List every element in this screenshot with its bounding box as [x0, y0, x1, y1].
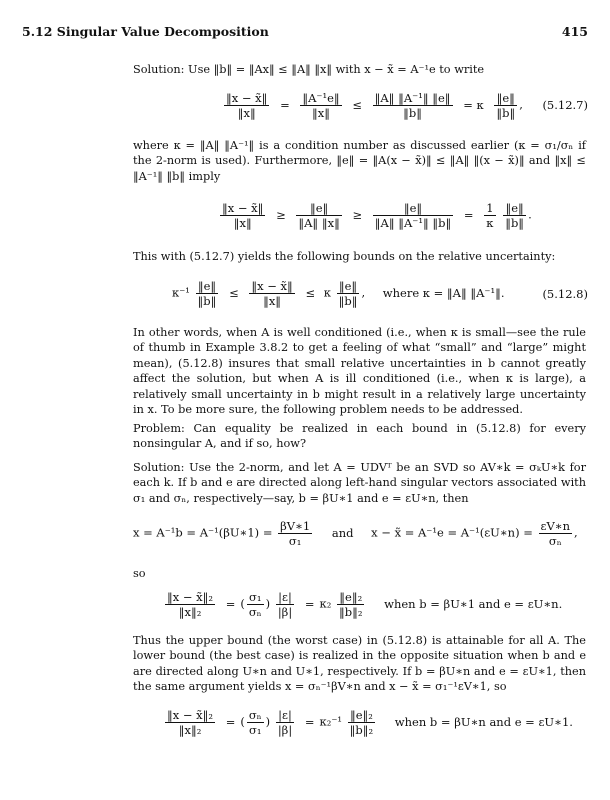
eq-denominator: |β|: [277, 723, 293, 737]
paragraph-interpretation: [133, 325, 586, 417]
eq-numerator: |ε|: [276, 708, 294, 723]
eq-numerator: ‖e‖: [296, 201, 341, 216]
eq-denominator: ‖b‖: [338, 294, 358, 308]
eq-denominator: ‖x‖: [312, 106, 331, 120]
paragraph-solution-1: [133, 62, 586, 77]
eq-denominator: ‖x‖: [263, 294, 282, 308]
equation-label: (5.12.7): [542, 98, 588, 112]
eq-numerator: ‖x − x̃‖: [222, 201, 264, 215]
eq-numerator: ‖e‖: [196, 279, 219, 294]
equation-label: (5.12.8): [542, 287, 588, 301]
equation-lower-bound-chain: $\frac{‖x - x̃‖}{‖x‖}$ ≥ $\frac{‖e‖}{‖A‖ ‖x‖}$ ≥ $\frac{‖e‖}{\text{‖A‖ ‖A⁻¹‖ ‖b‖}}$ = $\frac{1}{\kappa}$ $\frac{‖e‖}{‖b‖}$ .: [222, 201, 532, 230]
eq-denominator: ‖b‖₂: [338, 605, 363, 619]
paragraph-text: Problem: Can equality be realized in each bound in (5.12.8) for every nonsingular A, and if so, how?: [133, 422, 586, 451]
eq-condition: when b = βU∗1 and e = εU∗n.: [384, 596, 563, 611]
paragraph-text: where κ = ‖A‖ ‖A⁻¹‖ is a condition number as discussed earlier (κ = σ₁/σₙ if the 2-norm is used). Furthermore, ‖e‖ = ‖A(x − x̃)‖ ≤ ‖A‖ ‖(x − x̃)‖ and ‖x‖ ≤ ‖A⁻¹‖ ‖b‖ imply: [133, 139, 586, 183]
eq-denominator: ‖A‖ ‖A⁻¹‖ ‖b‖: [374, 216, 452, 230]
eq-term: and: [331, 525, 354, 540]
paragraph-text: Thus the upper bound (the worst case) in (5.12.8) is attainable for all A. The lower bound (the best case) is realized in the opposite situation when b and e are directed along U∗n and U∗1, respectively. If b = βU∗n and e = εU∗1, then the same argument yields x = σₙ⁻¹βV∗n and x − x̃ = σ₁⁻¹εV∗1, so: [133, 634, 586, 694]
paragraph-problem: [133, 421, 586, 452]
eq-denominator: ‖b‖: [197, 294, 217, 308]
equation-x-solution: x = A⁻¹b = A⁻¹(βU∗1) = $\frac{\beta V∗1}{\text{σ₁}}$ and x − x̃ = A⁻¹e = A⁻¹(εU∗n) = $\frac{\varepsilon V∗n}{\text{σₙ}}$ ,: [133, 519, 578, 548]
eq-numerator: εV∗n: [540, 519, 571, 533]
eq-term: κ: [323, 285, 331, 300]
paragraph-bounds-intro: [133, 249, 586, 264]
eq-term: κ₂⁻¹: [319, 714, 342, 729]
eq-numerator: ‖x − x̃‖₂: [167, 590, 214, 604]
eq-denominator: ‖b‖₂: [349, 723, 374, 737]
eq-numerator: 1: [486, 201, 494, 215]
paragraph-best-case: [133, 633, 586, 695]
eq-denominator: ‖x‖₂: [178, 723, 202, 737]
eq-numerator: ‖e‖: [373, 201, 453, 216]
paragraph-text: This with (5.12.7) yields the following bounds on the relative uncertainty:: [133, 250, 556, 263]
eq-numerator: ‖e‖₂: [348, 708, 375, 723]
eq-denominator: ‖x‖: [237, 106, 256, 120]
paragraph-text: Solution: Use ‖b‖ = ‖Ax‖ ≤ ‖A‖ ‖x‖ with x − x̃ = A⁻¹e to write: [133, 63, 485, 76]
eq-denominator: ‖A‖ ‖x‖: [298, 216, 340, 230]
paragraph-text: In other words, when A is well conditioned (i.e., when κ is small—see the rule of thumb in Example 3.8.2 to get a feeling of what “small” and “large” might mean), (5.12.8) insures that small relative uncertainties in b cannot greatly affect the solution, but when A is ill conditioned (i.e., when κ is large), a relatively small uncertainty in b might result in a relatively large uncertainty in x. To be more sure, the following problem needs to be addressed.: [133, 326, 586, 417]
eq-term: κ⁻¹: [172, 285, 190, 300]
eq-denominator: σₙ: [248, 605, 262, 619]
eq-condition: when b = βU∗n and e = εU∗1.: [394, 714, 573, 729]
eq-term: κ₂: [319, 596, 332, 611]
eq-numerator: ‖e‖: [337, 279, 360, 294]
eq-numerator: ‖e‖: [494, 91, 517, 106]
eq-denominator: ‖x‖₂: [178, 605, 202, 619]
eq-numerator: ‖x − x̃‖: [226, 91, 268, 105]
paragraph-so: [133, 566, 586, 581]
eq-numerator: |ε|: [276, 590, 294, 605]
eq-term: x − x̃ = A⁻¹e = A⁻¹(εU∗n) =: [371, 525, 533, 540]
page-number: 415: [561, 24, 588, 39]
eq-denominator: σ₁: [288, 534, 302, 548]
eq-where-clause: where κ = ‖A‖ ‖A⁻¹‖.: [382, 285, 505, 300]
eq-numerator: ‖e‖: [503, 201, 526, 216]
eq-denominator: σ₁: [249, 723, 262, 737]
paragraph-solution-2: [133, 460, 586, 506]
eq-denominator: |β|: [277, 605, 293, 619]
eq-numerator: ‖x − x̃‖: [251, 279, 293, 293]
eq-numerator: ‖e‖₂: [337, 590, 364, 605]
eq-denominator: σₙ: [548, 534, 562, 548]
equation-worst-case: $\frac{\text{‖x − x̃‖₂}}{\text{‖x‖₂}}$ = ( $\frac{\text{σ₁}}{\text{σₙ}}$ ) $\frac{|\varepsilon|}{|\beta|}$ = κ₂ $\frac{\text{‖e‖₂}}{\text{‖b‖₂}}$ when b = βU∗1 and e = εU∗n.: [167, 590, 563, 619]
eq-numerator: σₙ: [248, 708, 262, 722]
eq-numerator: ‖A⁻¹e‖: [302, 91, 340, 105]
eq-term: x = A⁻¹b = A⁻¹(βU∗1) =: [133, 525, 273, 540]
eq-numerator: σ₁: [247, 590, 264, 605]
eq-numerator: βV∗1: [280, 519, 311, 533]
paragraph-text: Solution: Use the 2-norm, and let A = UDVᵀ be an SVD so AV∗k = σₖU∗k for each k. If b and e are directed along left-hand singular vectors associated with σ₁ and σₙ, respectively—say, b = βU∗1 and e = εU∗n, then: [133, 461, 586, 505]
eq-denominator: κ: [486, 216, 494, 230]
paragraph-text: so: [133, 567, 146, 580]
eq-denominator: ‖b‖: [403, 106, 423, 120]
section-header: 5.12 Singular Value Decomposition: [22, 24, 269, 39]
eq-numerator: ‖x − x̃‖₂: [167, 708, 214, 722]
eq-numerator: ‖A‖ ‖A⁻¹‖ ‖e‖: [374, 91, 451, 105]
eq-denominator: ‖x‖: [233, 216, 252, 230]
eq-denominator: ‖b‖: [496, 106, 516, 120]
equation-5-12-7: $\frac{‖x - x̃‖}{‖x‖}$ = $\frac{\text{‖A⁻¹e‖}}{‖x‖}$ ≤ $\frac{\text{‖A‖ ‖A⁻¹‖ ‖e‖}}{‖b‖}$ = κ $\frac{‖e‖}{‖b‖}$ ,: [226, 91, 523, 120]
paragraph-condition-number: [133, 138, 586, 184]
equation-best-case: $\frac{\text{‖x − x̃‖₂}}{\text{‖x‖₂}}$ = ( $\frac{\text{σₙ}}{\text{σ₁}}$ ) $\frac{|\varepsilon|}{|\beta|}$ = κ₂⁻¹ $\frac{\text{‖e‖₂}}{\text{‖b‖₂}}$ when b = βU∗n and e = εU∗1.: [167, 708, 573, 737]
eq-denominator: ‖b‖: [505, 216, 525, 230]
equation-5-12-8: κ⁻¹ $\frac{‖e‖}{‖b‖}$ ≤ $\frac{‖x - x̃‖}{‖x‖}$ ≤ κ $\frac{‖e‖}{‖b‖}$ , where κ = ‖A‖ ‖A⁻¹‖.: [172, 279, 505, 308]
